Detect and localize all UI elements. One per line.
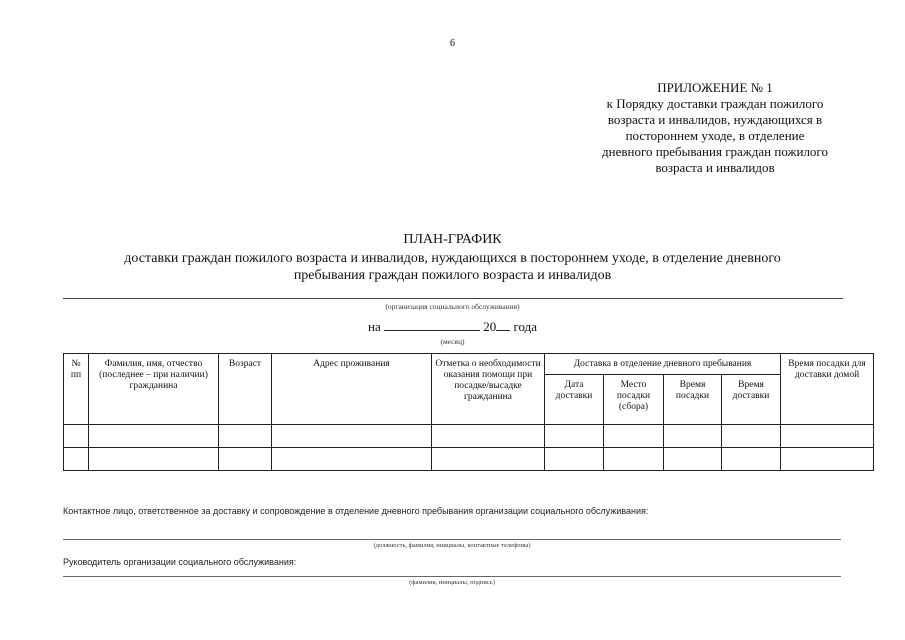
table-header-row: [64, 354, 874, 375]
period-prefix: на: [367, 319, 381, 334]
header-address: Адрес проживания: [272, 354, 432, 425]
header-delivery-time: Время доставки: [722, 375, 781, 425]
month-blank: [384, 318, 480, 331]
contact-caption: (должность, фамилия, инициалы, контактные телефоны): [373, 542, 531, 549]
table-cell[interactable]: [272, 425, 432, 448]
appendix-line: постороннем уходе, в отделение: [625, 128, 805, 143]
appendix-block: [555, 80, 875, 176]
appendix-line: к Порядку доставки граждан пожилого: [606, 96, 824, 111]
appendix-title: ПРИЛОЖЕНИЕ № 1: [657, 80, 773, 95]
head-label: Руководитель организации социального обслуживания:: [63, 557, 297, 567]
table-cell[interactable]: [432, 448, 545, 471]
table-cell[interactable]: [545, 425, 604, 448]
contact-line: [63, 539, 841, 540]
period-line: [0, 318, 905, 335]
table-cell[interactable]: [781, 425, 874, 448]
plan-subtitle: [75, 250, 830, 284]
table-cell[interactable]: [272, 448, 432, 471]
head-line: [63, 576, 841, 577]
month-caption: (месяц): [440, 337, 465, 346]
table-cell[interactable]: [604, 448, 664, 471]
table-cell[interactable]: [722, 425, 781, 448]
period-suffix: года: [513, 319, 537, 334]
table-cell[interactable]: [664, 425, 722, 448]
head-caption: (фамилия, инициалы, подпись): [409, 579, 495, 586]
table-cell[interactable]: [219, 448, 272, 471]
plan-subtitle-line: доставки граждан пожилого возраста и инвалидов, нуждающихся в постороннем уходе, в отделение дневного: [124, 251, 781, 266]
year-blank: [496, 318, 510, 331]
organization-caption: (организация социального обслуживания): [385, 302, 520, 311]
header-name: Фамилия, имя, отчество (последнее – при наличии) гражданина: [89, 354, 219, 425]
table-cell[interactable]: [219, 425, 272, 448]
table-cell[interactable]: [664, 448, 722, 471]
header-home-pickup: Время посадки для доставки домой: [781, 354, 874, 425]
header-num: № пп: [64, 354, 89, 425]
table-cell[interactable]: [545, 448, 604, 471]
table-cell[interactable]: [64, 448, 89, 471]
appendix-line: дневного пребывания граждан пожилого: [602, 144, 828, 159]
table-cell[interactable]: [432, 425, 545, 448]
table-cell[interactable]: [604, 425, 664, 448]
table-row: [64, 425, 874, 448]
header-delivery-group: Доставка в отделение дневного пребывания: [545, 354, 781, 375]
header-assistance-mark: Отметка о необходимости оказания помощи при посадке/высадке гражданина: [432, 354, 545, 425]
table-cell[interactable]: [781, 448, 874, 471]
table-cell[interactable]: [722, 448, 781, 471]
header-delivery-date: Дата доставки: [545, 375, 604, 425]
schedule-table: [63, 353, 874, 471]
header-age: Возраст: [219, 354, 272, 425]
table-cell[interactable]: [64, 425, 89, 448]
organization-line: [63, 298, 843, 299]
plan-subtitle-line: пребывания граждан пожилого возраста и инвалидов: [293, 268, 612, 283]
table-row: [64, 448, 874, 471]
appendix-line: возраста и инвалидов, нуждающихся в: [607, 112, 823, 127]
table-cell[interactable]: [89, 448, 219, 471]
appendix-line: возраста и инвалидов: [655, 160, 775, 175]
header-pickup-place: Место посадки (сбора): [604, 375, 664, 425]
table-cell[interactable]: [89, 425, 219, 448]
page-number: 6: [450, 38, 455, 49]
header-pickup-time: Время посадки: [664, 375, 722, 425]
year-prefix: 20: [483, 319, 497, 334]
contact-label: Контактное лицо, ответственное за доставку и сопровождение в отделение дневного пребывания организации социального обслуживания:: [63, 506, 649, 516]
plan-title: ПЛАН-ГРАФИК: [403, 232, 502, 247]
